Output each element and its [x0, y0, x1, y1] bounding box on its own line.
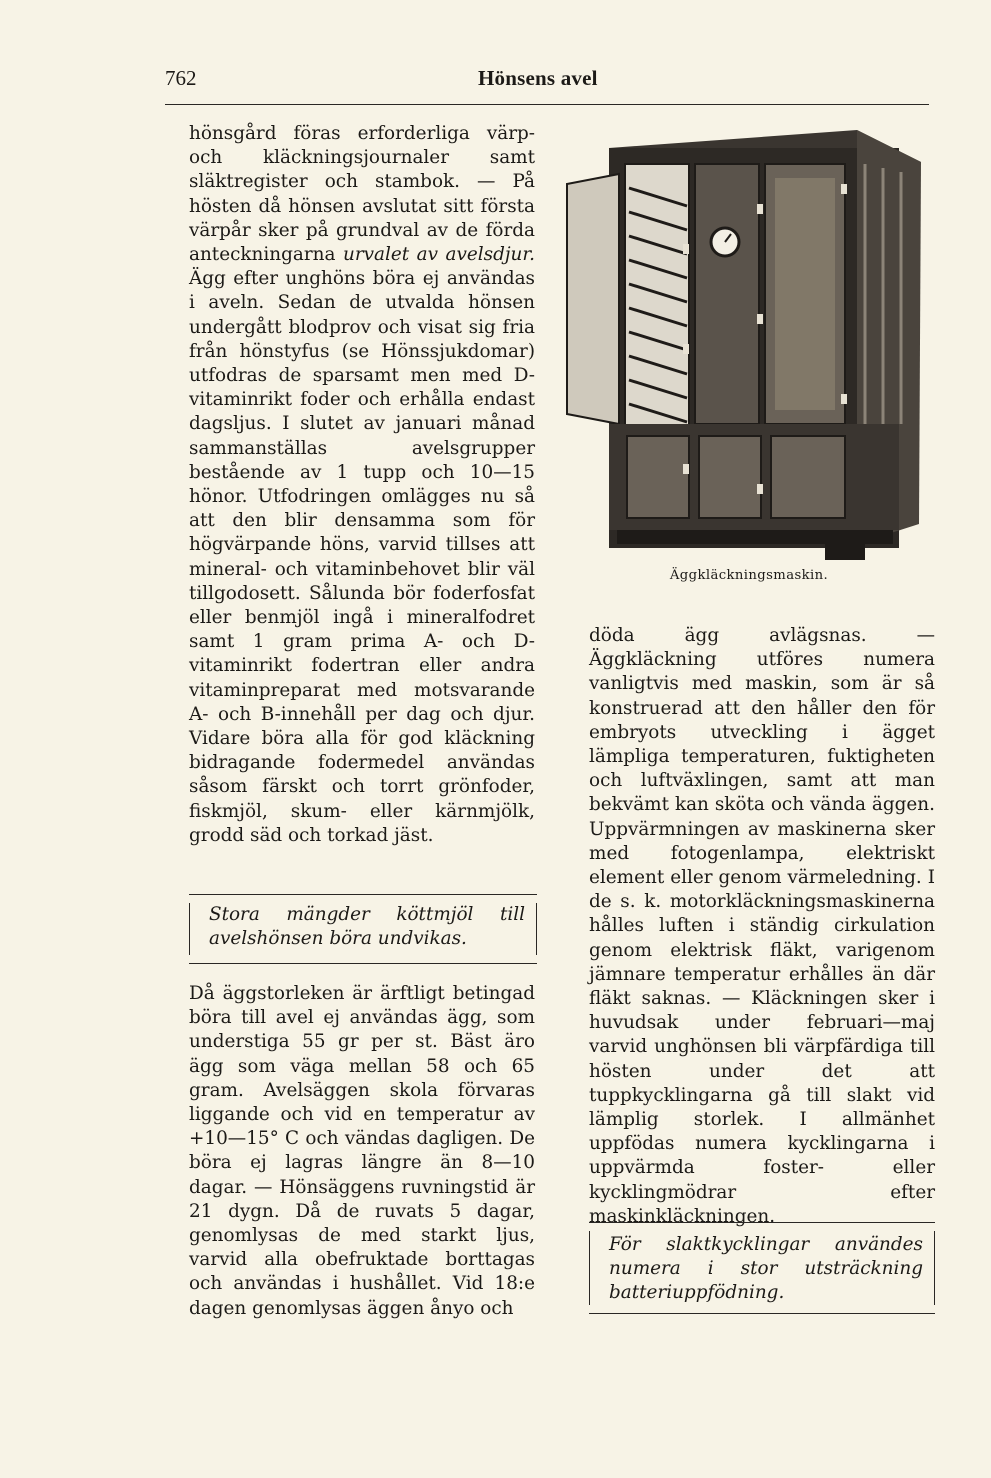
marginal-note-left-text: Stora mängder köttmjöl till avelshönsen böra undvikas. [209, 904, 525, 949]
marginal-note-left [189, 894, 537, 964]
paragraph-1-italic: urvalet av avelsdjur. [342, 244, 536, 266]
page-number: 762 [165, 66, 197, 90]
paragraph-2: Då äggstorleken är ärftligt betingad böra till avel ej användas ägg, som understiga 55 gr per st. Bäst äro ägg som väga mellan 58 och 65 gram. Avelsäggen skola förvaras liggande och vid en temperatur av +10—15° C och vändas dagligen. De böra ej lagras längre än 8—10 dagar. — Hönsäggens ruvningstid är 21 dygn. Då de ruvats 5 dagar, genomlysas de med starkt ljus, varvid alla obefruktade borttagas och användas i hushållet. Vid 18:e dagen genomlysas äggen ånyo och [189, 983, 535, 1319]
open-door [567, 174, 619, 424]
incubator-drawing [565, 124, 931, 572]
right-door-panel [775, 178, 835, 410]
marginal-note-right-text: För slaktkycklingar användes numera i stor utsträckning batteriuppfödning. [609, 1234, 923, 1303]
marginal-note-right [589, 1222, 935, 1314]
paragraph-1-text-a: hönsgård föras erforderliga värp- och kläckningsjournaler samt släktregister och stambok. — På hösten då hönsen avslutat sitt första värpår sker på grundval av de förda anteckningarna [189, 123, 535, 266]
header-rule [165, 104, 929, 105]
left-column-text-lower [189, 982, 535, 1321]
left-column-text [189, 122, 535, 848]
paragraph-1-text-b: Ägg efter unghöns böra ej användas i aveln. Sedan de utvalda hönsen undergått blodprov och visat sig fria från hönstyfus (se Hönssjukdomar) utfodras de sparsamt men med D-vitaminrikt foder och erhålla endast dagsljus. I slutet av januari månad sammanställas avelsgrupper bestående av 1 tupp och 10—15 hönor. Utfodringen omlägges nu så att den blir densamma som för högvärpande höns, varvid tillses att mineral- och vitaminbehovet blir väl tillgodosett. Sålunda bör foderfosfat eller benmjöl ingå i mineralfodret samt 1 gram prima A- och D-vitaminrikt fodertran eller andra vitaminpreparat med motsvarande A- och B-innehåll per dag och djur. Vidare böra alla för god kläckning bidragande fodermedel användas såsom färskt och torrt grönfoder, fiskmjöl, skum- eller kärnmjölk, grodd säd och torkad jäst. [189, 268, 535, 846]
figure-caption: Äggkläckningsmaskin. [669, 568, 829, 583]
paragraph-3: döda ägg avlägsnas. — Äggkläckning utföres numera vanligtvis med maskin, som är så konstruerad att den håller den för embryots utveckling i ägget lämpliga temperaturen, fuktigheten och luftväxlingen, samt att man bekvämt kan sköta och vända äggen. Uppvärmningen av maskinerna sker med fotogenlampa, elektriskt element eller genom värmeledning. I de s. k. motorkläckningsmaskinerna hålles luften i ständig cirkulation genom elektrisk fläkt, varigenom jämnare temperatur erhålles än där fläkt saknas. — Kläckningen sker i huvudsak under februari—maj varvid unghönsen bli värpfärdiga till hösten under det att tuppkycklingarna gå till slakt vid lämplig storlek. I allmänhet uppfödas numera kycklingarna i uppvärmda foster- eller kycklingmödrar efter maskinkläckningen. [589, 625, 935, 1227]
center-panel [695, 164, 759, 424]
paragraph-1 [189, 122, 535, 848]
cabinet-base [617, 530, 893, 544]
running-title: Hönsens avel [478, 66, 598, 90]
right-column-text [589, 624, 935, 1229]
incubator-illustration [565, 124, 931, 572]
